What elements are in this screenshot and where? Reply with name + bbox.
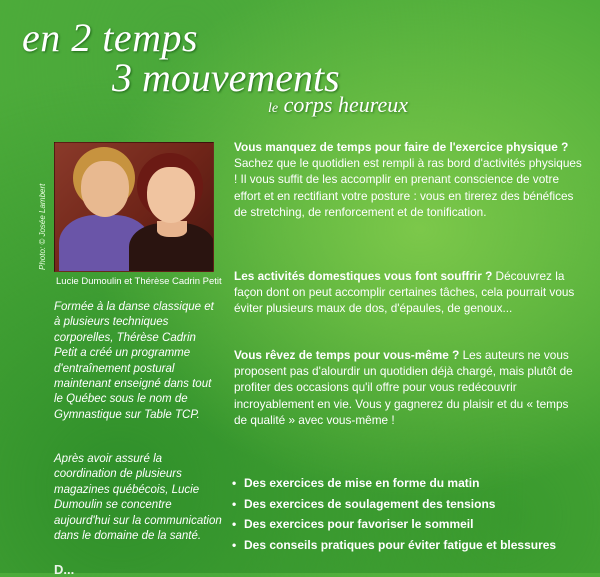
bullet-icon: • (232, 537, 237, 552)
section-time (234, 139, 584, 220)
list-item-text: Des exercices de soulagement des tensions (244, 496, 496, 511)
book-title-line1: en 2 temps (22, 15, 199, 60)
authors-photo (54, 142, 214, 272)
section-lead: Les activités domestiques vous font souffrir ? (234, 269, 493, 283)
author2-face (147, 167, 195, 223)
features-list (232, 473, 592, 555)
list-item (232, 514, 592, 535)
photo-caption: Lucie Dumoulin et Thérèse Cadrin Petit (56, 276, 222, 287)
book-subtitle (268, 92, 408, 118)
author-bio-therese: Formée à la danse classique et à plusieurs techniques corporelles, Thérèse Cadrin Petit a créé un programme d'entraînement postural maintenant enseigné dans tout le Québec sous le nom de Gymnastique sur Table TCP. (54, 301, 214, 421)
list-item (232, 473, 592, 494)
list-item-text: Des exercices pour favoriser le sommeil (244, 517, 474, 531)
author2-neck (157, 221, 187, 237)
cut-off-text: D... (54, 562, 75, 577)
list-item-text: Des conseils pratiques pour éviter fatigue et blessures (244, 537, 557, 552)
section-lead: Vous manquez de temps pour faire de l'exercice physique ? (234, 140, 569, 154)
bullet-icon: • (232, 517, 237, 531)
subtitle-article: le (268, 101, 279, 116)
section-body: Découvrez la façon dont on peut accomplir certaines tâches, cela pourrait vous éviter plusieurs maux de dos, d'épaules, de genoux... (234, 269, 575, 316)
list-item-text: Des exercices de mise en forme du matin (244, 476, 480, 490)
section-body: Sachez que le quotidien est rempli à ras bord d'activités physiques ! Il vous suffit de les accomplir en prenant conscience de votre effort et en rectifiant votre posture : vous en tirerez des bénéfices de stretching, de renforcement et de tonification. (234, 156, 582, 219)
bullet-icon: • (232, 496, 237, 511)
book-title-line2: 3 mouvements (112, 55, 340, 100)
section-lead: Vous rêvez de temps pour vous-même ? (234, 348, 460, 362)
section-body: Les auteurs ne vous proposent pas d'alourdir un quotidien déjà chargé, mais plutôt de profiter des occasions qu'il offre pour vous redécouvrir incroyablement en vie. Vous y gagnerez du plaisir et du « temps de qualité » avec vous-même ! (234, 348, 573, 427)
list-item (232, 535, 592, 556)
section-selftime (234, 347, 584, 428)
author1-face (81, 161, 129, 217)
photo-credit: Photo: © Josée Lambert (38, 183, 47, 270)
subtitle-text: corps heureux (283, 92, 409, 117)
author-bio-lucie: Après avoir assuré la coordination de plusieurs magazines québécois, Lucie Dumoulin se concentre aujourd'hui sur la communication dans le domaine de la santé. (54, 453, 222, 543)
bullet-icon: • (232, 476, 237, 490)
list-item (232, 494, 592, 515)
section-domestic (234, 268, 584, 317)
